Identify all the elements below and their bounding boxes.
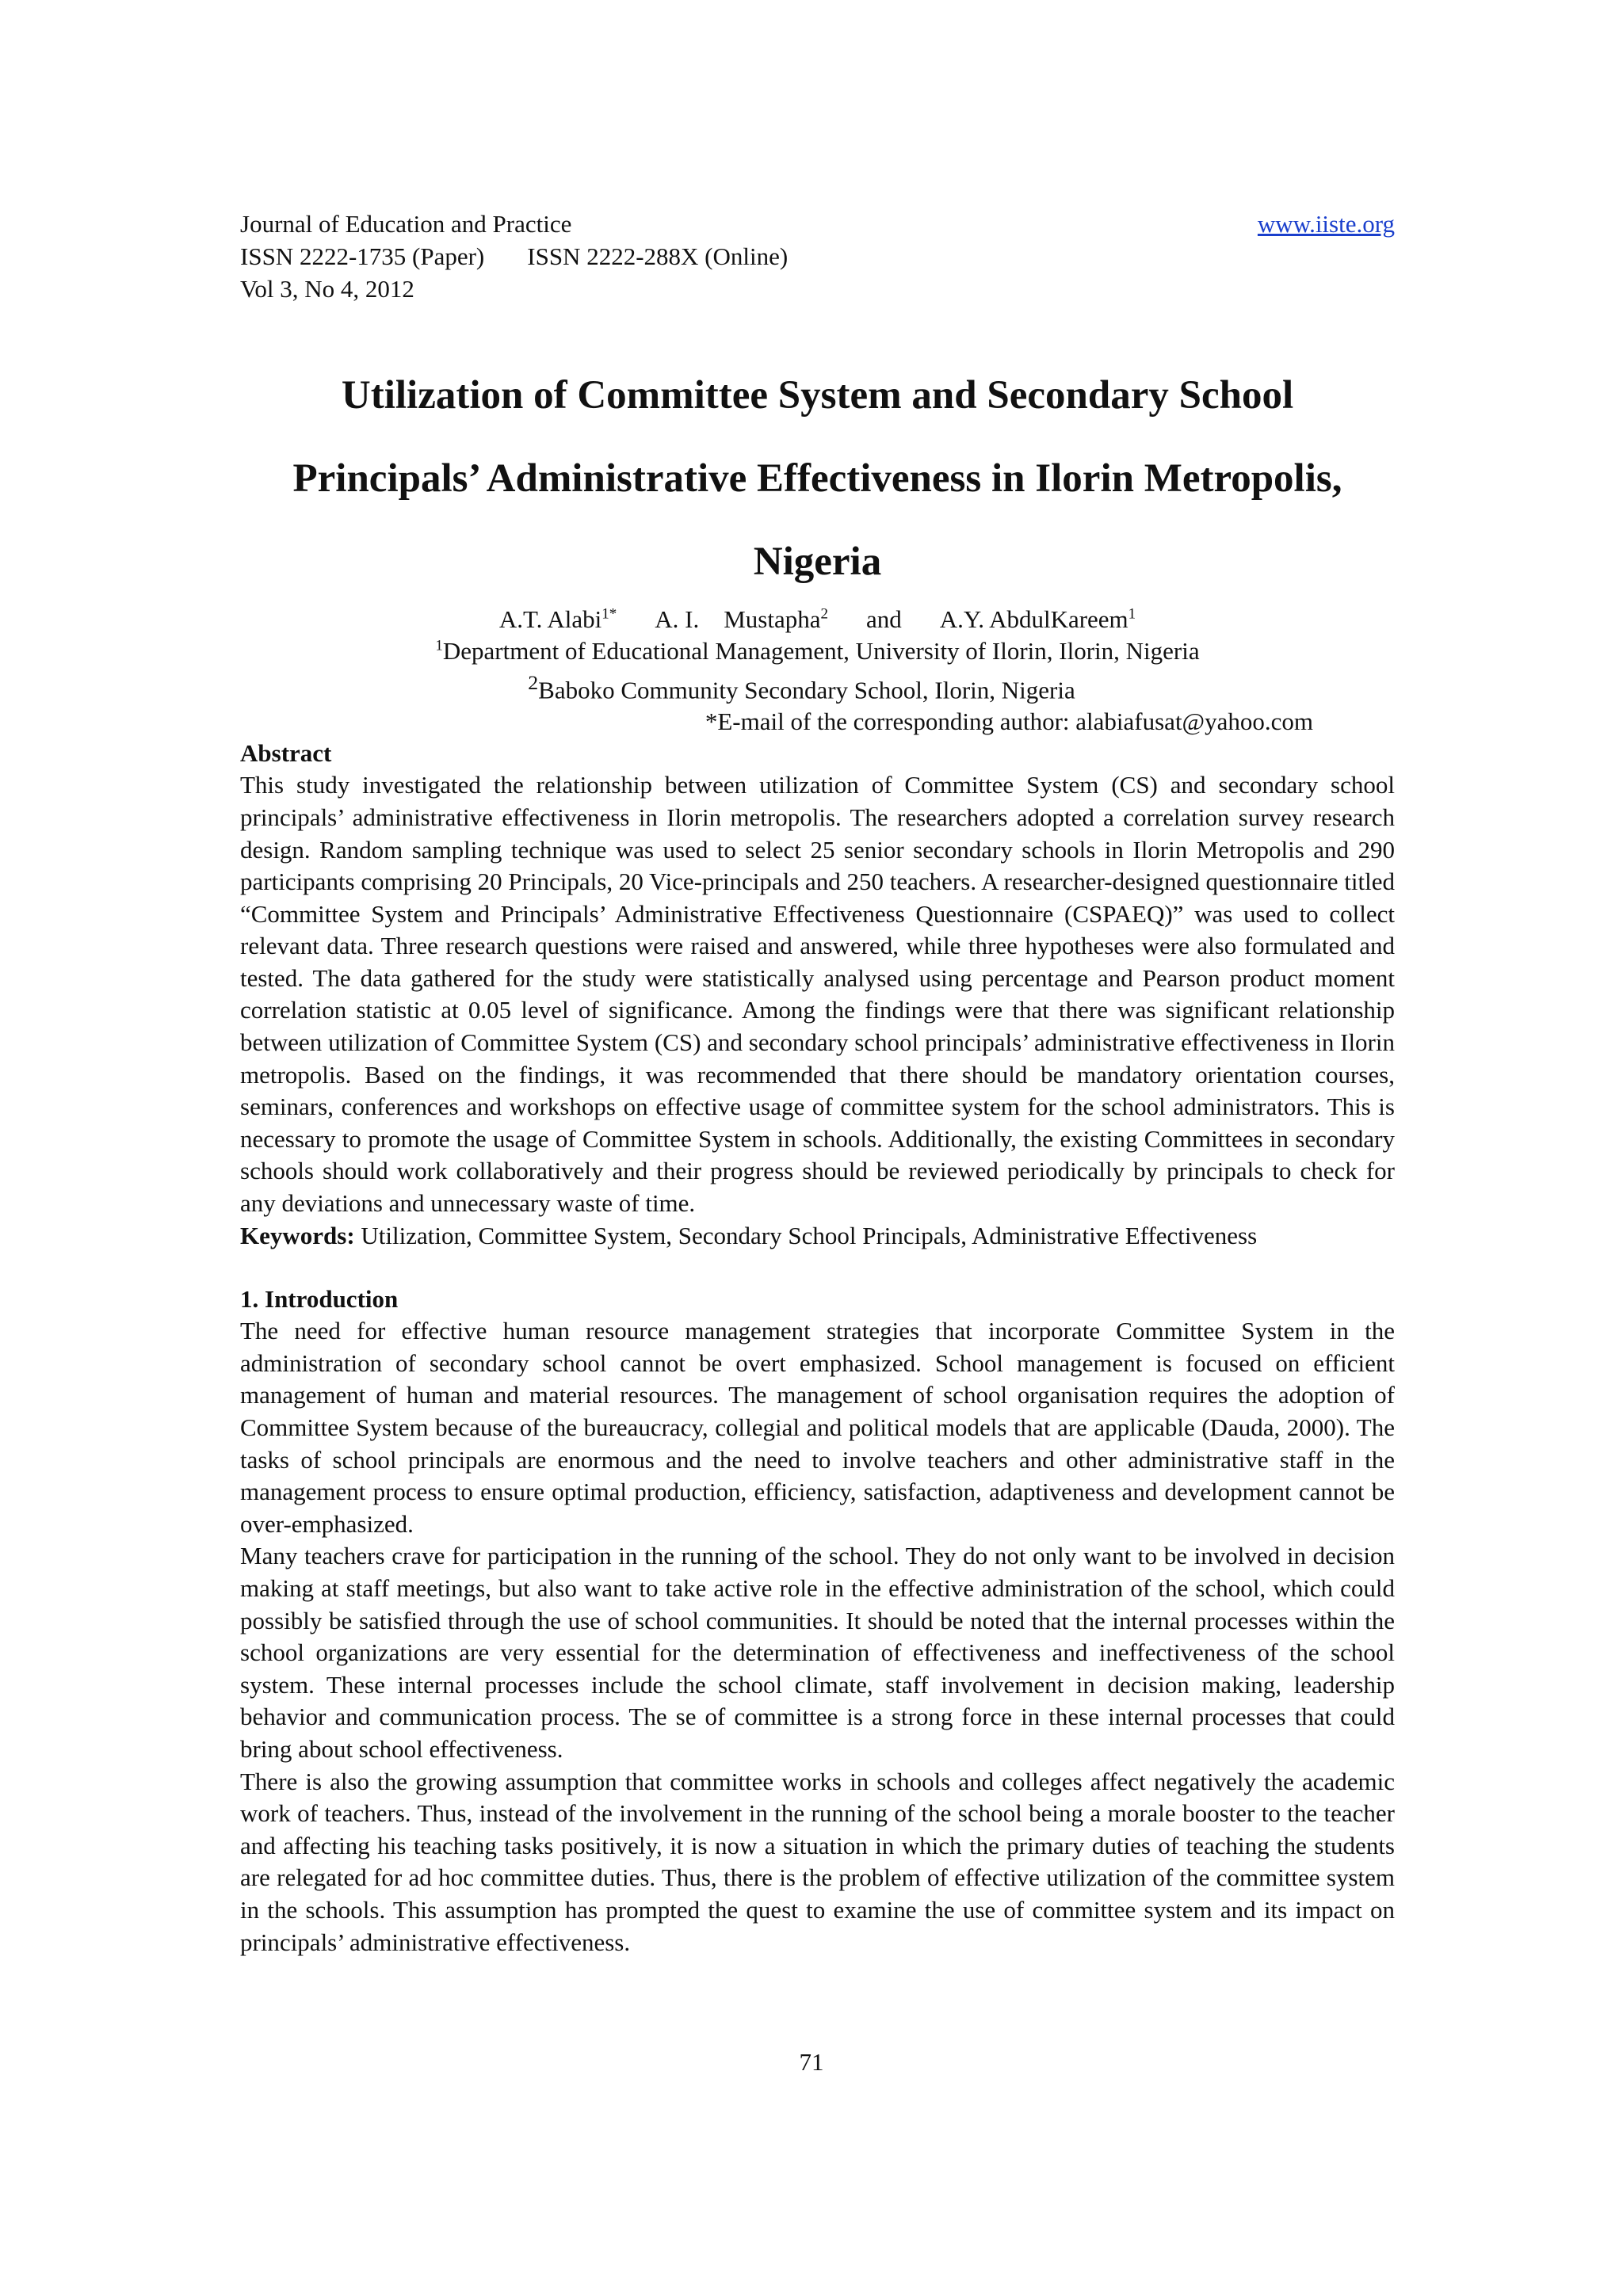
author-conjunction: and — [865, 605, 902, 633]
author-1: A.T. Alabi$^{1*}$ — [498, 605, 617, 633]
page-number: 71 — [799, 2048, 824, 2076]
keywords-label: Keywords: — [240, 1221, 355, 1249]
paper-page — [240, 208, 1395, 1958]
issn-paper: ISSN 2222-1735 (Paper) — [240, 242, 485, 270]
issn-line — [240, 240, 1395, 273]
introduction-heading: 1. Introduction — [240, 1285, 399, 1314]
issn-online: ISSN 2222-288X (Online) — [527, 242, 789, 270]
paper-title — [240, 354, 1395, 604]
corresponding-email: *E-mail of the corresponding author: alabiafusat@yahoo.com — [705, 707, 1313, 736]
author-2: A. I. Mustapha$^2$ — [655, 605, 828, 633]
journal-url-link[interactable]: www.iiste.org — [1257, 210, 1395, 238]
affiliation-2: $^2$Baboko Community Secondary School, Ilorin, Nigeria — [528, 671, 1075, 704]
keywords — [240, 1220, 1395, 1253]
intro-paragraph-3: There is also the growing assumption that committee works in schools and colleges affect negatively the academic work of teachers. Thus, instead of the involvement in the running of the school being a morale booster to the teacher and affecting his teaching tasks positively, it is now a situation in which the primary duties of teaching the students are relegated for ad hoc committee duties. Thus, there is the problem of effective utilization of the committee system in the schools. This assumption has prompted the quest to examine the use of committee system and its impact on principals’ administrative effectiveness. — [240, 1767, 1395, 1956]
intro-paragraph-1: The need for effective human resource management strategies that incorporate Committee System in the administration of secondary school cannot be overt emphasized. School management is focused on efficient management of human and material resources. The management of school organisation requires the adoption of Committee System because of the bureaucracy, collegial and political models that are applicable (Dauda, 2000). The tasks of school principals are enormous and the need to involve teachers and other administrative staff in the management process to ensure optimal production, efficiency, satisfaction, adaptiveness and development cannot be over-emphasized. — [240, 1317, 1395, 1538]
keywords-list: Utilization, Committee System, Secondary School Principals, Administrative Effectiveness — [361, 1221, 1258, 1249]
title-line-1: Utilization of Committee System and Secondary School — [341, 373, 1294, 418]
journal-header — [240, 208, 1395, 305]
journal-name: Journal of Education and Practice — [240, 210, 572, 238]
volume-info: Vol 3, No 4, 2012 — [240, 275, 414, 303]
affiliation-1: $^1$Department of Educational Management, University of Ilorin, Ilorin, Nigeria — [435, 637, 1200, 665]
author-3: A.Y. AbdulKareem$^1$ — [939, 605, 1136, 633]
title-line-2: Principals’ Administrative Effectiveness in Ilorin Metropolis, — [292, 456, 1342, 501]
abstract-text: This study investigated the relationship between utilization of Committee System (CS) and secondary school principals’ administrative effectiveness in Ilorin metropolis. The researchers adopted a correlation survey research design. Random sampling technique was used to select 25 senior secondary schools in Ilorin Metropolis and 290 participants comprising 20 Principals, 20 Vice-principals and 250 teachers. A researcher-designed questionnaire titled “Committee System and Principals’ Administrative Effectiveness Questionnaire (CSPAEQ)” was used to collect relevant data. Three research questions were raised and answered, while three hypotheses were also formulated and tested. The data gathered for the study were statistically analysed using percentage and Pearson product moment correlation statistic at 0.05 level of significance. Among the findings were that there was significant relationship between utilization of Committee System (CS) and secondary school principals’ administrative effectiveness in Ilorin metropolis. Based on the findings, it was recommended that there should be mandatory orientation courses, seminars, conferences and workshops on effective usage of committee system for the school administrators. This is necessary to promote the usage of Committee System in schools. Additionally, the existing Committees in secondary schools should work collaboratively and their progress should be reviewed periodically by principals to check for any deviations and unnecessary waste of time. — [240, 771, 1395, 1218]
abstract-heading: Abstract — [240, 739, 332, 768]
intro-paragraph-2: Many teachers crave for participation in the running of the school. They do not only want to be involved in decision making at staff meetings, but also want to take active role in the effective administration of the school, which could possibly be satisfied through the use of school communities. It should be noted that the internal processes within the school organizations are very essential for the determination of effectiveness and ineffectiveness of the school system. These internal processes include the school climate, staff involvement in decision making, leadership behavior and communication process. The se of committee is a strong force in these internal processes that could bring about school effectiveness. — [240, 1542, 1395, 1763]
title-line-3: Nigeria — [753, 540, 882, 584]
author-list — [240, 604, 1395, 635]
